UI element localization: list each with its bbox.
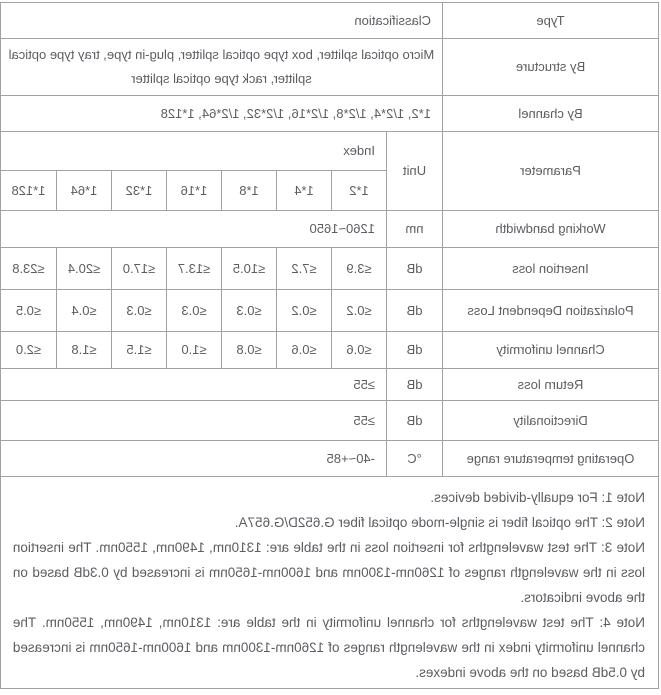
pdl-value: ≤0.3: [222, 290, 277, 332]
row-notes: [0, 477, 658, 689]
insertion-value: ≤3.9: [332, 248, 387, 290]
uniformity-value: ≤1.0: [167, 332, 222, 369]
type-label: Type: [443, 3, 659, 39]
pdl-value: ≤0.2: [332, 290, 387, 332]
notes-cell: [0, 477, 658, 689]
return-loss-unit: dB: [387, 369, 443, 401]
structure-label: By structure: [443, 39, 659, 96]
insertion-value: ≤23.8: [0, 248, 56, 290]
row-bandwidth: [0, 211, 658, 248]
bandwidth-value: 1260~1650: [0, 211, 386, 248]
uniformity-value: ≤0.6: [332, 332, 387, 369]
insertion-value: ≤20.4: [57, 248, 112, 290]
insertion-unit: dB: [387, 248, 443, 290]
col-1x2: 1*2: [332, 171, 387, 211]
note-4: Note 4: The test wavelengths for channel uniformity in the table are: 1310nm, 1490nm, 1550nm. The channel uniformity index in the wavelength ranges of 1260nm-1300nm and 1600nm-1650nm is increased by 0.5dB based on the above indexes.: [12, 615, 645, 680]
uniformity-value: ≤0.8: [222, 332, 277, 369]
mirrored-content: [0, 2, 661, 695]
row-return-loss: [0, 369, 658, 401]
note-3: Note 3: The test wavelengths for insertion loss in the table are: 1310nm, 1490nm, 1550nm. The insertion loss in the wavelength ranges of 1260nm-1300nm and 1600nm-1650nm is increased by 0.3dB based on the above indicators.: [12, 540, 645, 605]
note-2: Note 2: The optical fiber is single-mode optical fiber G.652D/G.657A.: [234, 515, 645, 530]
return-loss-value: ≥55: [0, 369, 386, 401]
uniformity-value: ≤2.0: [0, 332, 56, 369]
pdl-unit: dB: [387, 290, 443, 332]
row-structure: [0, 39, 658, 96]
temperature-label: Operating temperature range: [443, 441, 659, 477]
structure-value: Micro optical splitter, box type optical splitter, plug-in type, tray type optical splitter, rack type optical splitter: [0, 39, 442, 96]
insertion-value: ≤13.7: [167, 248, 222, 290]
row-uniformity: [0, 332, 658, 369]
bandwidth-unit: nm: [387, 211, 443, 248]
classification-value: Classification: [0, 3, 442, 39]
channel-value: 1*2, 1/2*4, 1/2*8, 1/2*16, 1/2*32, 1/2*64, 1*128: [0, 96, 442, 132]
temperature-value: -40~+85: [0, 441, 386, 477]
channel-label: By channel: [443, 96, 659, 132]
pdl-value: ≤0.5: [0, 290, 56, 332]
row-pdl: [0, 290, 658, 332]
pdl-label: Polarization Dependent Loss: [443, 290, 659, 332]
row-header-index: [0, 132, 658, 171]
parameter-header: Parameter: [443, 132, 659, 211]
row-insertion-loss: [0, 248, 658, 290]
col-1x64: 1*64: [57, 171, 112, 211]
col-1x128: 1*128: [0, 171, 56, 211]
insertion-value: ≤10.5: [222, 248, 277, 290]
col-1x4: 1*4: [277, 171, 332, 211]
pdl-value: ≤0.3: [112, 290, 167, 332]
bandwidth-label: Working bandwidth: [443, 211, 659, 248]
directionality-label: Directionality: [443, 401, 659, 441]
uniformity-value: ≤1.8: [57, 332, 112, 369]
row-directionality: [0, 401, 658, 441]
col-1x32: 1*32: [112, 171, 167, 211]
insertion-value: ≤17.0: [112, 248, 167, 290]
col-1x8: 1*8: [222, 171, 277, 211]
uniformity-unit: dB: [387, 332, 443, 369]
uniformity-value: ≤0.6: [277, 332, 332, 369]
insertion-value: ≤7.2: [277, 248, 332, 290]
uniformity-value: ≤1.5: [112, 332, 167, 369]
insertion-label: Insertion loss: [443, 248, 659, 290]
directionality-unit: dB: [387, 401, 443, 441]
uniformity-label: Channel uniformity: [443, 332, 659, 369]
directionality-value: ≥55: [0, 401, 386, 441]
temperature-unit: °C: [387, 441, 443, 477]
row-type: [0, 3, 658, 39]
pdl-value: ≤0.3: [167, 290, 222, 332]
spec-table: [0, 2, 659, 689]
pdl-value: ≤0.2: [277, 290, 332, 332]
pdl-value: ≤0.4: [57, 290, 112, 332]
row-channel: [0, 96, 658, 132]
index-header: Index: [0, 132, 386, 171]
col-1x16: 1*16: [167, 171, 222, 211]
note-1: Note 1: For equally-divided devices.: [430, 490, 645, 505]
unit-header: Unit: [387, 132, 443, 211]
row-temperature: [0, 441, 658, 477]
return-loss-label: Return loss: [443, 369, 659, 401]
